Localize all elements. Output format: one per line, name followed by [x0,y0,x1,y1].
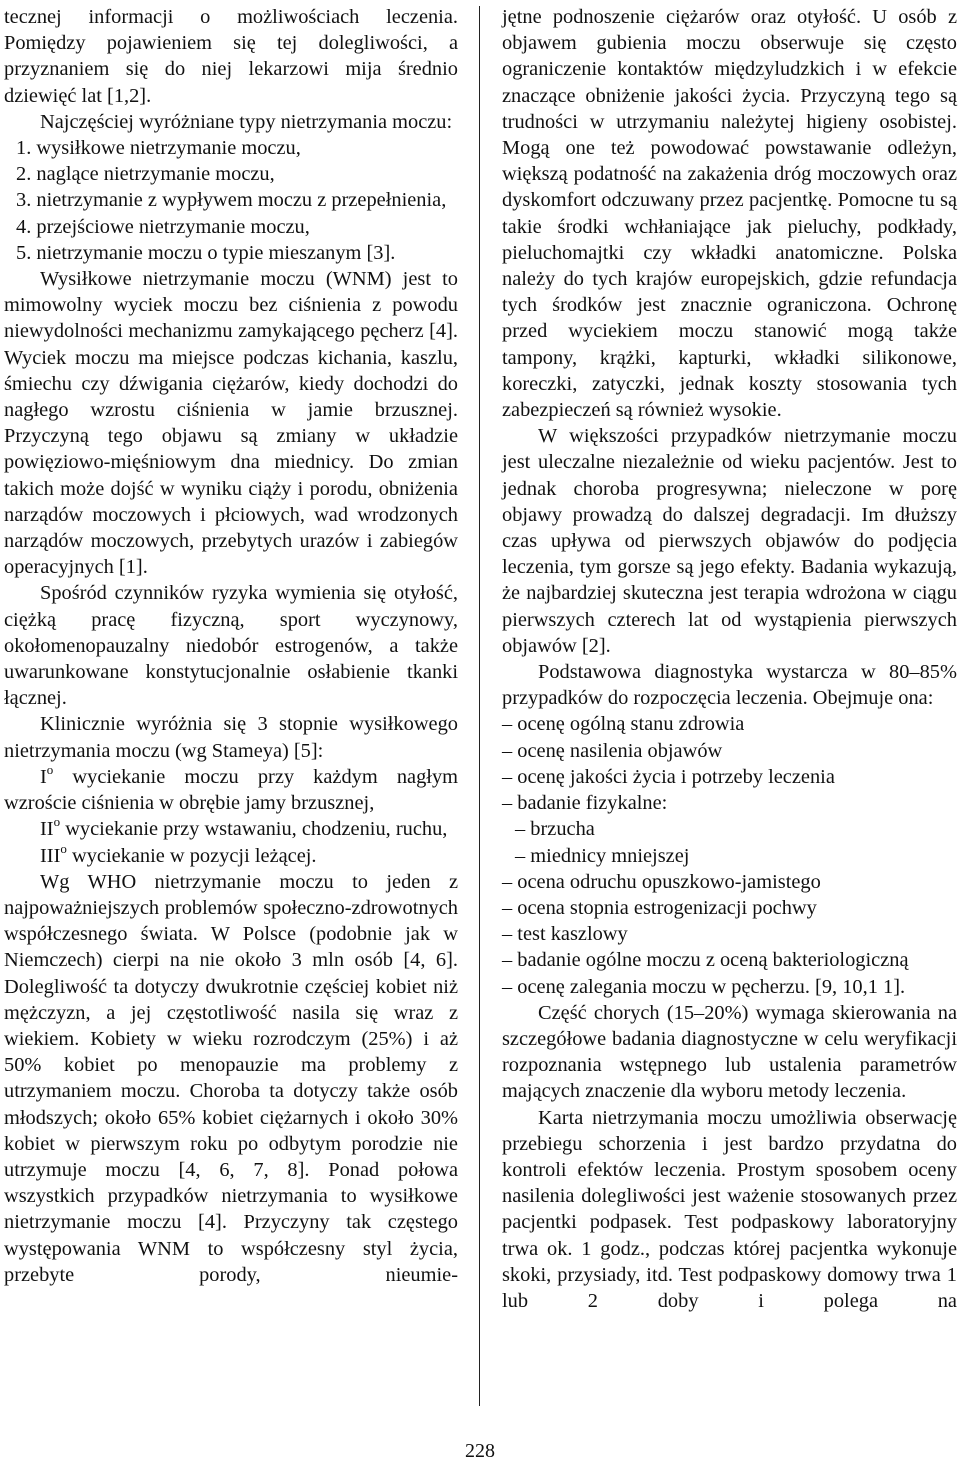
paragraph: Spośród czynników ryzyka wymienia się otyłość, ciężką pracę fizyczną, sport wyczynowy, okołomenopauzalny niedobór estrogenów, a także uwarunkowane konstytucjonalnie osłabienie tkanki łącznej. [4,582,458,710]
paragraph: W większości przypadków nietrzymanie moczu jest uleczalne niezależnie od wieku pacjentów. Jest to jednak choroba progresywna; nieleczone w porę objawy prowadzą do dalszej degradacji. Im dłuższy czas upływa od pierwszych objawów do podjęcia leczenia, tym gorsze są jego efekty. Badania wykazują, że najbardziej skuteczna jest terapia wdrożona w ciągu pierwszych czterech lat od wystąpienia pierwszych objawów [2]. [502,425,957,657]
list-item: 4. przejściowe nietrzymanie moczu, [16,215,310,238]
left-column [4,4,458,1288]
paragraph: Najczęściej wyróżniane typy nietrzymania moczu: [40,110,453,133]
list-item: 1. wysiłkowe nietrzymanie moczu, [16,137,301,160]
paragraph: tecznej informacji o możliwościach leczenia. Pomiędzy pojawieniem się tej dolegliwości, a przyznaniem się do niej lekarzowi mija średnio dziewięć lat [1,2]. [4,6,458,107]
diagnostics-list [502,711,957,999]
list-item: 2. naglące nietrzymanie moczu, [16,163,275,186]
list-item: – ocenę jakości życia i potrzeby leczenia [502,765,835,788]
paragraph: Część chorych (15–20%) wymaga skierowania na szczegółowe badania diagnostyczne w celu weryfikacji rozpoznania wstępnego lub ustalenia parametrów mających znaczenie dla wyboru metody leczenia. [502,1001,957,1103]
list-item: 3. nietrzymanie z wypływem moczu z przepełnienia, [16,189,447,212]
right-column [502,4,957,1314]
list-item: 5. nietrzymanie moczu o typie mieszanym [3]. [16,241,396,264]
paragraph: Karta nietrzymania moczu umożliwia obserwację przebiegu schorzenia i jest bardzo przydatna do kontroli efektów leczenia. Prostym sposobem oceny nasilenia dolegliwości jest ważenie stosowanych przez pacjentki podpasek. Test podpaskowy laboratoryjny trwa ok. 1 godz., podczas której pacjentka wykonuje skoki, przysiady, itd. Test podpaskowy domowy trwa 1 lub 2 doby i polega na [502,1106,957,1312]
list-item: – ocena stopnia estrogenizacji pochwy [502,896,817,919]
list-item: – ocenę nasilenia objawów [502,739,723,762]
paragraph: Klinicznie wyróżnia się 3 stopnie wysiłkowego nietrzymania moczu (wg Stameya) [5]: [4,713,458,762]
list-item: – miednicy mniejszej [515,844,690,867]
list-item: – ocenę zalegania moczu w pęcherzu. [9, 10,1 1]. [502,975,906,998]
paragraph: Podstawowa diagnostyka wystarcza w 80–85% przypadków do rozpoczęcia leczenia. Obejmuje ona: [502,661,957,710]
list-item: – test kaszlowy [502,923,628,946]
list-item: – badanie ogólne moczu z oceną bakteriologiczną [502,949,909,972]
list-item: – ocena odruchu opuszkowo-jamistego [502,870,821,893]
list-item: – badanie fizykalne: [502,792,668,815]
paragraph: jętne podnoszenie ciężarów oraz otyłość. U osób z objawem gubienia moczu obserwuje się często ograniczenie kontaktów międzyludzkich i w efekcie znaczące obniżenie jakości życia. Przyczyną tego są trudności w utrzymaniu należytej higieny osobistej. Mogą one też powodować powstawanie odleżyn, większą podatność na zakażenia dróg moczowych oraz dyskomfort odczuwany przez pacjentkę. Pomocne tu są takie środki wchłaniające jak pieluchy, podkłady, pieluchomajtki czy wkładki anatomiczne. Polska należy do tych krajów europejskich, gdzie refundacja tych środków jest znacznie ograniczona. Ochronę przed wyciekiem moczu stanowić mogą także tampony, krążki, kapturki, wkładki silikonowe, koreczki, zatyczki, jednak koszty stosowania tych zabezpieczeń są również wysokie. [502,6,957,422]
list-item: $I^o$ wyciekanie moczu przy każdym nagłym wzroście ciśnienia w obrębie jamy brzusznej, [4,761,458,815]
paragraph: Wysiłkowe nietrzymanie moczu (WNM) jest to mimowolny wyciek moczu bez ciśnienia z powodu niewydolności mechanizmu zamykającego pęcherz [4]. Wyciek moczu ma miejsce podczas kichania, kaszlu, śmiechu czy dźwigania ciężarów, kiedy dochodzi do nagłego wzrostu ciśnienia w jamie brzusznej. Przyczyną tego objawu są zmiany w układzie powięziowo-mięśniowym dna miednicy. Do zmian takich może dojść w wyniku ciąży i porodu, obniżenia narządów moczowych i płciowych, wad wrodzonych narządów moczowych, przebytych urazów i zabiegów operacyjnych [1]. [4,268,458,579]
list-item: – ocenę ogólną stanu zdrowia [502,713,745,736]
paragraph: Wg WHO nietrzymanie moczu to jeden z najpoważniejszych problemów społeczno-zdrowotnych współczesnego świata. W Polsce (podobnie jak w Niemczech) cierpi na nie około 3 mln osób [4, 6]. Dolegliwość ta dotyczy dwukrotnie częściej kobiet niż mężczyzn, a jej częstotliwość nasila się wraz z wiekiem. Kobiety w wieku rozrodczym (25%) i aż 50% kobiet po menopauzie ma problemy z utrzymaniem moczu. Choroba ta dotyczy także osób młodszych; około 65% kobiet ciężarnych i około 30% kobiet w pierwszym roku po odbytym porodzie nie utrzymuje moczu [4, 6, 7, 8]. Ponad połowa wszystkich przypadków nietrzymania to wysiłkowe nietrzymanie moczu [4]. Przyczyny tak częstego występowania WNM to współczesny styl życia, przebyte porody, nieumie- [4,870,458,1286]
page-number: 228 [465,1440,495,1462]
stamey-degrees-list [4,761,458,869]
incontinence-types-list [4,135,458,266]
list-item: $II^o$ wyciekanie przy wstawaniu, chodzeniu, ruchu, [40,814,448,841]
list-item: III$^o$ wyciekanie w pozycji leżącej. [40,840,317,867]
list-item: – brzucha [515,818,595,841]
column-divider [479,6,480,1406]
